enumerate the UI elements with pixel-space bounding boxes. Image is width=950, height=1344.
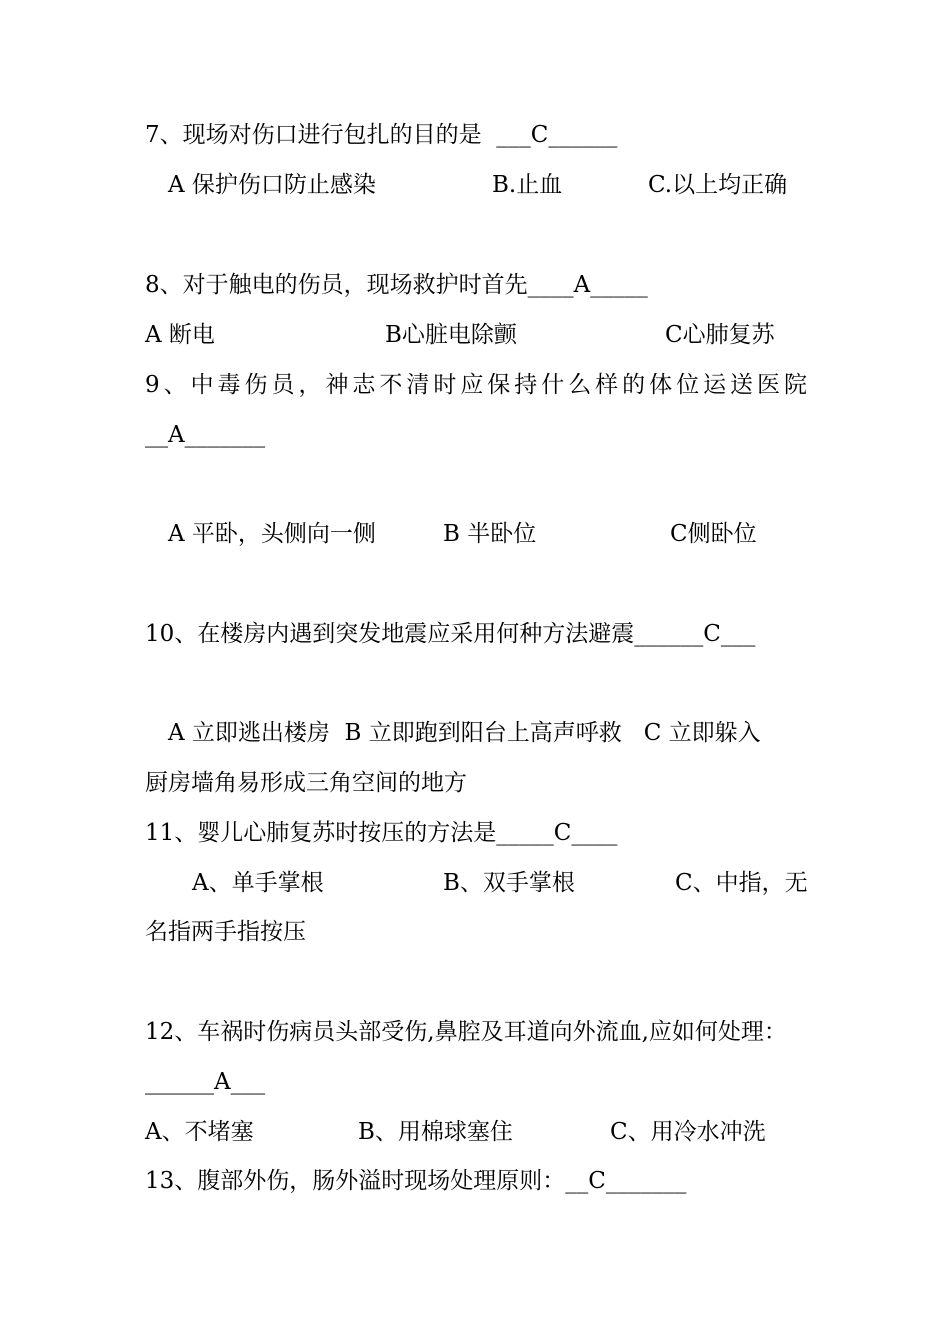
question-9-answer: __A_______ bbox=[145, 422, 266, 448]
question-12: 12、车祸时伤病员头部受伤,鼻腔及耳道向外流血,应如何处理： bbox=[145, 1019, 787, 1045]
q10-options-line: A 立即逃出楼房 B 立即跑到阳台上高声呼救 C 立即躲入 bbox=[168, 720, 761, 746]
q7-option-b: B.止血 bbox=[492, 172, 563, 198]
q9-option-a: A 平卧，头侧向一侧 bbox=[168, 521, 376, 547]
q7-option-c: C.以上均正确 bbox=[648, 172, 788, 198]
question-12-answer: ______A___ bbox=[145, 1069, 266, 1095]
q8-option-a: A 断电 bbox=[145, 322, 215, 348]
q12-option-b: B、用棉球塞住 bbox=[358, 1119, 513, 1145]
question-8: 8、对于触电的伤员，现场救护时首先____A_____ bbox=[145, 272, 648, 298]
question-11: 11、婴儿心肺复苏时按压的方法是_____C____ bbox=[145, 820, 618, 846]
q12-option-a: A、不堵塞 bbox=[145, 1119, 254, 1145]
q11-option-b: B、双手掌根 bbox=[443, 870, 575, 896]
q11-option-a: A、单手掌根 bbox=[192, 870, 324, 896]
question-9: 9、中毒伤员，神志不清时应保持什么样的体位运送医院 bbox=[145, 372, 807, 398]
q9-option-c: C侧卧位 bbox=[670, 521, 757, 547]
q11-option-c: C、中指，无 bbox=[675, 870, 808, 896]
q7-option-a: A 保护伤口防止感染 bbox=[168, 172, 376, 198]
question-13: 13、腹部外伤，肠外溢时现场处理原则：__C_______ bbox=[145, 1168, 687, 1194]
question-10: 10、在楼房内遇到突发地震应采用何种方法避震______C___ bbox=[145, 621, 756, 647]
q11-options-continued: 名指两手指按压 bbox=[145, 919, 306, 945]
q12-option-c: C、用冷水冲洗 bbox=[610, 1119, 766, 1145]
q9-option-b: B 半卧位 bbox=[443, 521, 537, 547]
q8-option-b: B心脏电除颤 bbox=[385, 322, 517, 348]
q10-options-continued: 厨房墙角易形成三角空间的地方 bbox=[145, 770, 467, 796]
question-7: 7、现场对伤口进行包扎的目的是 ___C______ bbox=[145, 122, 618, 148]
q8-option-c: C心肺复苏 bbox=[665, 322, 775, 348]
